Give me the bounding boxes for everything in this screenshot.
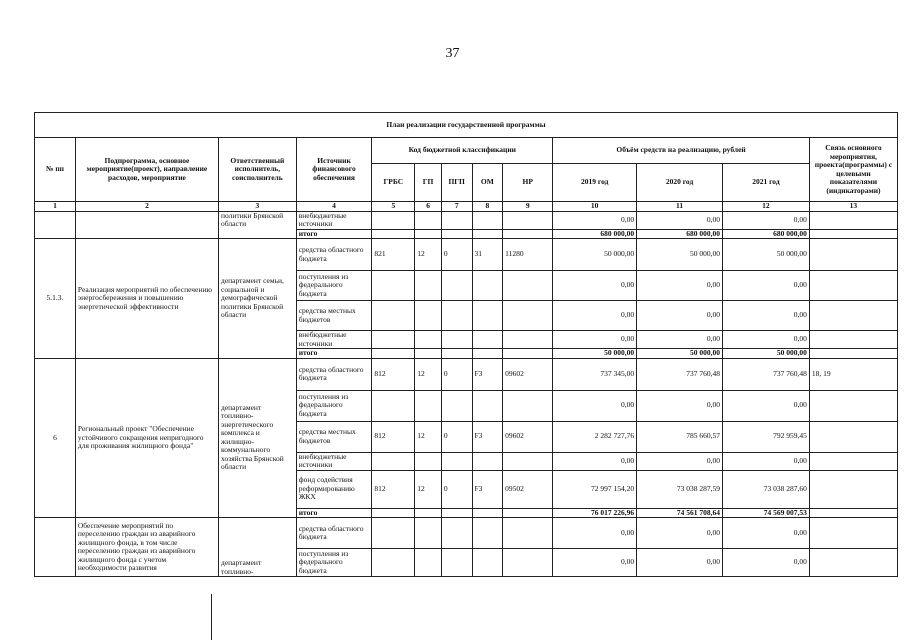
table-row (35, 358, 898, 390)
item-executor: департамент семьи, социальной и демографической политики Брянской области (219, 239, 297, 359)
table-row (35, 239, 898, 271)
cell-np (503, 211, 553, 229)
cell-pgp (441, 349, 472, 359)
cell-gp (415, 508, 442, 518)
cell-pgp (441, 508, 472, 518)
cell-pgp (441, 229, 472, 239)
cell-np (503, 301, 553, 331)
cell-source: фонд содействия реформированию ЖКХ (296, 470, 372, 508)
cell-link (809, 421, 897, 452)
cell-np: 09602 (503, 358, 553, 390)
cell-link (809, 470, 897, 508)
cell-y2021: 0,00 (722, 518, 809, 549)
column-number: 9 (503, 202, 553, 212)
item-name: Реализация мероприятий по обеспечению энергосбережения и повышению энергетической эффективности (75, 239, 218, 359)
cell-y2021: 792 959,45 (722, 421, 809, 452)
cell-gp (415, 349, 442, 359)
cell-source: средства областного бюджета (296, 239, 372, 271)
cell-y2020: 0,00 (637, 211, 723, 229)
header-budget-code: Код бюджетной классификации (372, 138, 553, 164)
cell-np: 09602 (503, 421, 553, 452)
cell-y2021: 0,00 (722, 301, 809, 331)
cell-y2020: 0,00 (637, 549, 723, 577)
cell-om (472, 452, 503, 470)
cell-grbs (372, 271, 415, 301)
item-number (35, 518, 76, 577)
header-pgp: ПГП (441, 164, 472, 202)
cell-y2020: 50 000,00 (637, 349, 723, 359)
column-number: 13 (809, 202, 897, 212)
header-volume: Объём средств на реализацию, рублей (553, 138, 810, 164)
cell-source: поступления из федерального бюджета (296, 390, 372, 421)
header-om: ОМ (472, 164, 503, 202)
cell-pgp (441, 549, 472, 577)
cell-link (809, 271, 897, 301)
cell-om (472, 229, 503, 239)
item-number: 6 (35, 358, 76, 518)
cell-y2020: 0,00 (637, 518, 723, 549)
cell-pgp (441, 211, 472, 229)
cell-y2021: 50 000,00 (722, 239, 809, 271)
cell-om (472, 508, 503, 518)
cell-y2020: 74 561 708,64 (637, 508, 723, 518)
program-plan-table (34, 112, 898, 577)
cell-pgp (441, 390, 472, 421)
table-title: План реализации государственной программы (35, 113, 898, 138)
cell-om (472, 518, 503, 549)
cell-y2019: 0,00 (553, 452, 637, 470)
cell-om (472, 301, 503, 331)
header-np: НР (503, 164, 553, 202)
cell-grbs: 812 (372, 421, 415, 452)
cell-link: 18, 19 (809, 358, 897, 390)
cell-y2021: 74 569 007,53 (722, 508, 809, 518)
cell-y2021: 737 760,48 (722, 358, 809, 390)
header-2020: 2020 год (637, 164, 723, 202)
cell-np: 11280 (503, 239, 553, 271)
cell-pgp: 0 (441, 239, 472, 271)
cell-y2020: 0,00 (637, 390, 723, 421)
cell-y2019: 737 345,00 (553, 358, 637, 390)
cell-link (809, 229, 897, 239)
cell-om: F3 (472, 358, 503, 390)
cell-y2020: 680 000,00 (637, 229, 723, 239)
cell-link (809, 301, 897, 331)
cell-np (503, 349, 553, 359)
cell-y2020: 73 038 287,59 (637, 470, 723, 508)
cell-y2020: 0,00 (637, 271, 723, 301)
item-number: 5.1.3. (35, 239, 76, 359)
cell-y2019: 76 017 226,96 (553, 508, 637, 518)
cell-link (809, 549, 897, 577)
cell-np (503, 452, 553, 470)
cell-y2021: 0,00 (722, 211, 809, 229)
cell-np (503, 549, 553, 577)
cell-pgp: 0 (441, 470, 472, 508)
cell-grbs (372, 518, 415, 549)
cell-y2020: 50 000,00 (637, 239, 723, 271)
cell-source: поступления из федерального бюджета (296, 271, 372, 301)
cell-y2019: 2 282 727,76 (553, 421, 637, 452)
table-row (35, 518, 898, 549)
column-number: 12 (722, 202, 809, 212)
cell-link (809, 518, 897, 549)
cell-y2020: 0,00 (637, 452, 723, 470)
cell-y2019: 0,00 (553, 271, 637, 301)
cell-y2019: 72 997 154,20 (553, 470, 637, 508)
cell-gp: 12 (415, 239, 442, 271)
cell-pgp (441, 271, 472, 301)
cell-grbs (372, 390, 415, 421)
header-source: Источник финансового обеспечения (296, 138, 372, 202)
cell-np (503, 271, 553, 301)
cell-y2021: 0,00 (722, 271, 809, 301)
cell-y2019: 0,00 (553, 331, 637, 349)
cell-np (503, 508, 553, 518)
cell-np (503, 518, 553, 549)
cell-y2019: 0,00 (553, 390, 637, 421)
header-grbs: ГРБС (372, 164, 415, 202)
cell-source: средства областного бюджета (296, 518, 372, 549)
cell-om (472, 271, 503, 301)
cell-gp (415, 229, 442, 239)
column-number: 10 (553, 202, 637, 212)
cell-grbs (372, 452, 415, 470)
header-num: № пп (35, 138, 76, 202)
cell-np (503, 390, 553, 421)
column-number: 3 (219, 202, 297, 212)
column-number: 8 (472, 202, 503, 212)
item-name (75, 211, 218, 239)
cell-pgp (441, 452, 472, 470)
cell-y2020: 0,00 (637, 331, 723, 349)
cell-pgp: 0 (441, 358, 472, 390)
column-number-row (35, 202, 898, 212)
item-executor: департамент топливно- (219, 518, 297, 577)
cell-source: средства местных бюджетов (296, 421, 372, 452)
cell-source: итого (296, 508, 372, 518)
cell-y2021: 50 000,00 (722, 349, 809, 359)
cell-pgp (441, 301, 472, 331)
cell-y2020: 0,00 (637, 301, 723, 331)
cell-y2021: 73 038 287,60 (722, 470, 809, 508)
column-number: 5 (372, 202, 415, 212)
cell-gp (415, 452, 442, 470)
item-executor: департамент топливно-энергетического комплекса и жилищно-коммунального хозяйства Брянской области (219, 358, 297, 518)
cell-om (472, 349, 503, 359)
cell-om: 31 (472, 239, 503, 271)
cell-source: внебюджетные источники (296, 331, 372, 349)
cell-np (503, 331, 553, 349)
header-link: Связь основного мероприятия, проекта(программы) с целевыми показателями (индикаторами) (809, 138, 897, 202)
cell-gp (415, 271, 442, 301)
header-executor: Ответственный исполнитель, соисполнитель (219, 138, 297, 202)
cell-pgp (441, 518, 472, 549)
cell-y2021: 0,00 (722, 331, 809, 349)
table-row (35, 211, 898, 229)
cell-grbs (372, 549, 415, 577)
column-number: 11 (637, 202, 723, 212)
column-number: 2 (75, 202, 218, 212)
cell-om (472, 390, 503, 421)
item-number (35, 211, 76, 239)
cell-y2019: 0,00 (553, 518, 637, 549)
cell-link (809, 508, 897, 518)
header-subprogram: Подпрограмма, основное мероприятие(проект), направление расходов, мероприятие (75, 138, 218, 202)
cell-grbs (372, 211, 415, 229)
cell-y2021: 0,00 (722, 390, 809, 421)
cell-y2019: 0,00 (553, 549, 637, 577)
cell-source: поступления из федерального бюджета (296, 549, 372, 577)
cell-pgp (441, 331, 472, 349)
cell-grbs (372, 349, 415, 359)
cell-np (503, 229, 553, 239)
cell-y2019: 50 000,00 (553, 349, 637, 359)
cell-grbs (372, 331, 415, 349)
column-number: 4 (296, 202, 372, 212)
cell-gp (415, 518, 442, 549)
cell-gp (415, 211, 442, 229)
cell-y2021: 0,00 (722, 549, 809, 577)
cell-y2019: 0,00 (553, 211, 637, 229)
cell-y2019: 0,00 (553, 301, 637, 331)
cell-y2019: 680 000,00 (553, 229, 637, 239)
cell-source: внебюджетные источники (296, 452, 372, 470)
cell-gp: 12 (415, 470, 442, 508)
cell-gp (415, 301, 442, 331)
cell-gp (415, 549, 442, 577)
cell-y2020: 737 760,48 (637, 358, 723, 390)
cell-grbs (372, 508, 415, 518)
cell-om (472, 331, 503, 349)
cell-link (809, 452, 897, 470)
cell-pgp: 0 (441, 421, 472, 452)
cell-gp: 12 (415, 421, 442, 452)
cell-grbs: 812 (372, 358, 415, 390)
cell-y2019: 50 000,00 (553, 239, 637, 271)
cell-grbs (372, 301, 415, 331)
cell-y2020: 785 660,57 (637, 421, 723, 452)
cell-om (472, 211, 503, 229)
header-gp: ГП (415, 164, 442, 202)
column-number: 7 (441, 202, 472, 212)
cell-om: F3 (472, 421, 503, 452)
cell-y2021: 0,00 (722, 452, 809, 470)
cell-gp (415, 390, 442, 421)
cell-link (809, 331, 897, 349)
cell-link (809, 349, 897, 359)
cell-link (809, 239, 897, 271)
cell-gp (415, 331, 442, 349)
column-number: 1 (35, 202, 76, 212)
header-2021: 2021 год (722, 164, 809, 202)
item-executor: политики Брянской области (219, 211, 297, 239)
cell-source: внебюджетные источники (296, 211, 372, 229)
cell-source: средства областного бюджета (296, 358, 372, 390)
cell-np: 09502 (503, 470, 553, 508)
cell-y2021: 680 000,00 (722, 229, 809, 239)
cell-source: средства местных бюджетов (296, 301, 372, 331)
cell-grbs: 812 (372, 470, 415, 508)
cell-link (809, 390, 897, 421)
cell-grbs (372, 229, 415, 239)
cell-source: итого (296, 229, 372, 239)
continuation-line (211, 594, 212, 640)
cell-source: итого (296, 349, 372, 359)
page-number: 37 (445, 46, 460, 61)
header-2019: 2019 год (553, 164, 637, 202)
cell-grbs: 821 (372, 239, 415, 271)
cell-gp: 12 (415, 358, 442, 390)
item-name: Обеспечение мероприятий по переселению граждан из аварийного жилищного фонда, в том числе переселению граждан из аварийного жилищного фонда с учетом необходимости развития (75, 518, 218, 577)
item-name: Региональный проект "Обеспечение устойчивого сокращения непригодного для проживания жилищного фонда" (75, 358, 218, 518)
cell-link (809, 211, 897, 229)
cell-om (472, 549, 503, 577)
cell-om: F3 (472, 470, 503, 508)
column-number: 6 (415, 202, 442, 212)
